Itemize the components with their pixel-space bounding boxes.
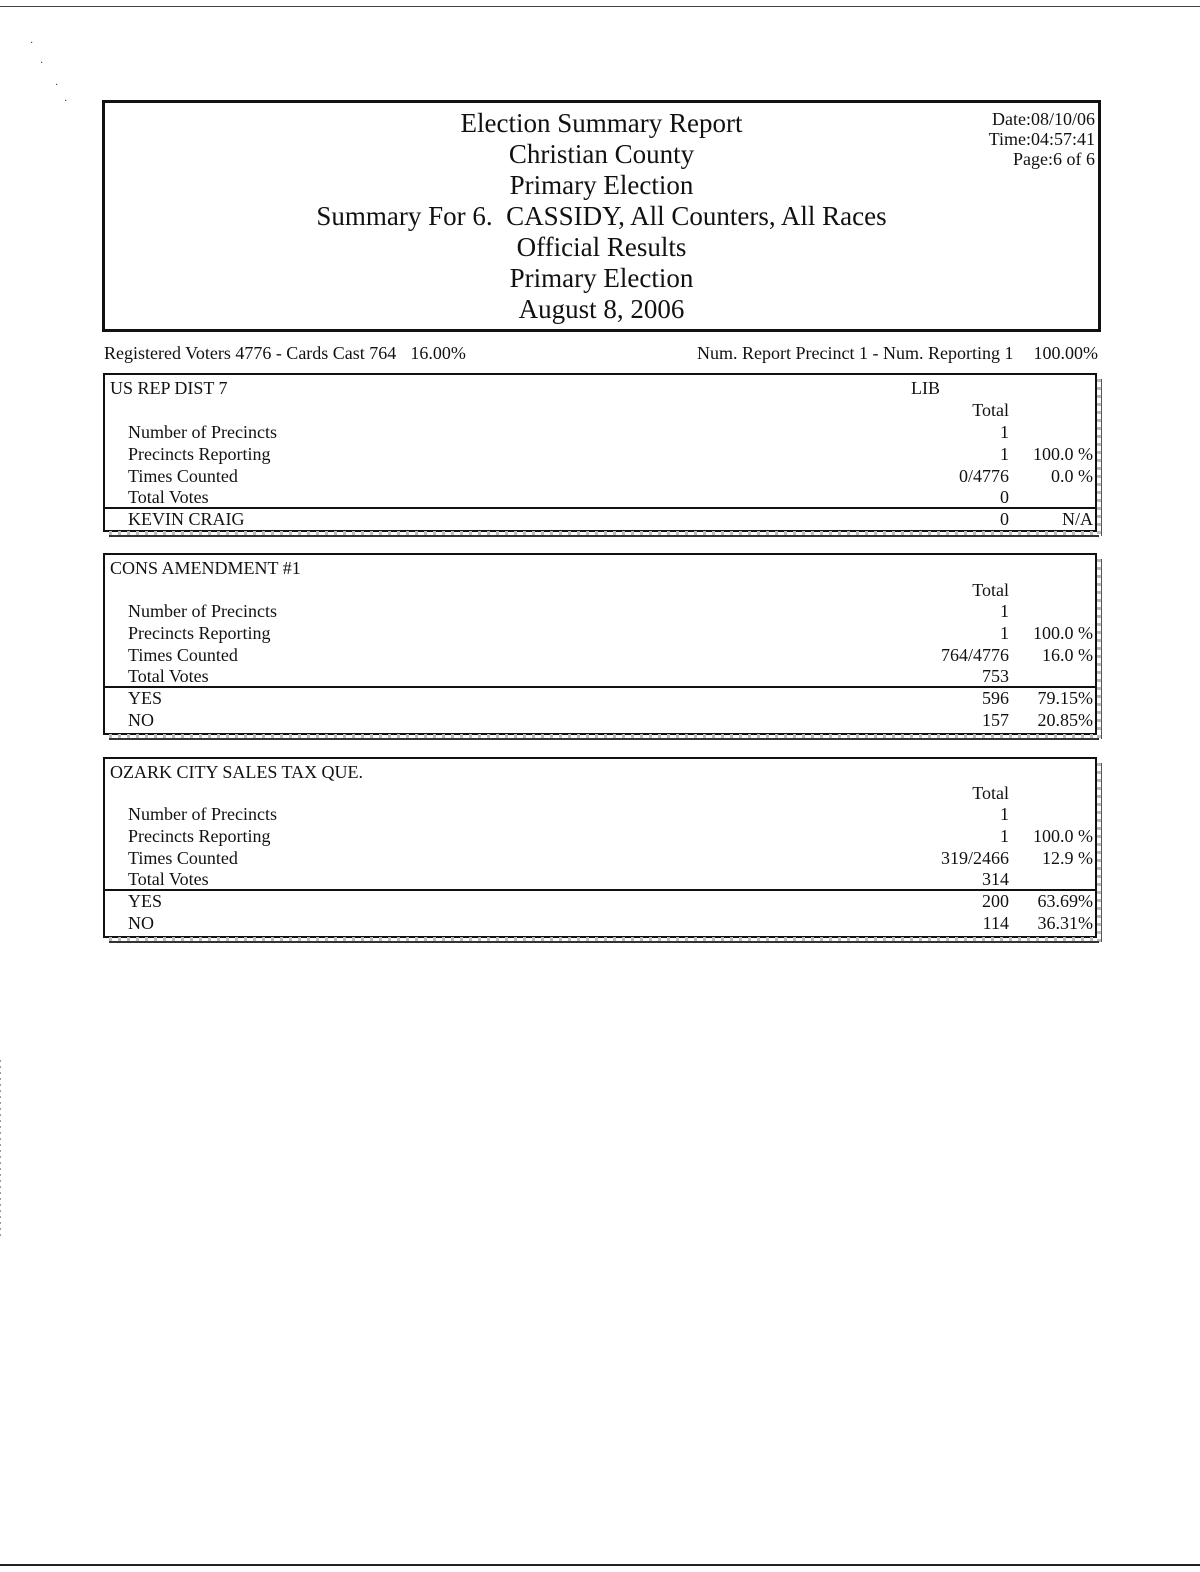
stat-value: 0	[1000, 487, 1009, 507]
stat-label: Total Votes	[128, 666, 209, 686]
stat-pct: 16.0 %	[1042, 645, 1093, 665]
stat-row	[105, 486, 1095, 508]
reporting-pct: 100.00%	[1033, 343, 1098, 363]
candidate-row	[105, 890, 1095, 912]
stat-value: 314	[982, 869, 1009, 889]
report-page: Page:6 of 6	[1013, 149, 1095, 169]
stat-label: Precincts Reporting	[128, 623, 271, 643]
stat-value: 764/4776	[940, 645, 1009, 665]
stat-label: Number of Precincts	[128, 804, 277, 824]
stat-row	[105, 665, 1095, 687]
report-time: Time:04:57:41	[988, 129, 1095, 149]
race-title: CONS AMENDMENT #1	[110, 558, 301, 578]
report-header	[102, 100, 1101, 332]
stat-label: Total Votes	[128, 487, 209, 507]
stat-label: Number of Precincts	[128, 601, 277, 621]
precincts-reporting-summary	[697, 342, 1098, 364]
stat-row	[105, 803, 1095, 825]
stat-row	[105, 847, 1095, 869]
stat-value: 1	[1000, 804, 1009, 824]
stat-pct: 100.0 %	[1033, 826, 1093, 846]
stat-pct: 100.0 %	[1033, 444, 1093, 464]
stat-value: 1	[1000, 601, 1009, 621]
candidate-name: NO	[128, 913, 154, 933]
stat-pct: 100.0 %	[1033, 623, 1093, 643]
stat-label: Times Counted	[128, 466, 238, 486]
candidate-votes: 114	[982, 913, 1009, 933]
scan-edge-top	[0, 6, 1200, 7]
candidate-pct: N/A	[1062, 509, 1093, 529]
candidate-name: YES	[128, 688, 163, 708]
stat-label: Precincts Reporting	[128, 826, 271, 846]
stat-label: Times Counted	[128, 848, 238, 868]
scan-edge-bottom	[0, 1564, 1200, 1566]
stat-value: 1	[1000, 623, 1009, 643]
stat-row	[105, 600, 1095, 622]
stat-value: 319/2466	[940, 848, 1009, 868]
scan-speck: ·	[40, 58, 44, 69]
stat-label: Times Counted	[128, 645, 238, 665]
stat-row	[105, 443, 1095, 465]
stat-label: Number of Precincts	[128, 422, 277, 442]
title-line: Summary For 6. CASSIDY, All Counters, All Races	[316, 201, 887, 231]
candidate-name: NO	[128, 710, 154, 730]
race-ozark-city-sales-tax	[103, 757, 1097, 938]
candidate-name: YES	[128, 891, 163, 911]
scan-speck: ·	[55, 80, 59, 91]
candidate-name: KEVIN CRAIG	[128, 509, 245, 529]
stat-pct: 0.0 %	[1051, 466, 1093, 486]
race-title: US REP DIST 7	[110, 378, 228, 398]
total-column-header: Total	[972, 580, 1009, 600]
scan-speck: ·	[30, 38, 34, 49]
candidate-pct: 20.85%	[1037, 710, 1093, 730]
candidate-row	[105, 709, 1095, 731]
candidate-votes: 157	[982, 710, 1009, 730]
scan-edge-left	[0, 1060, 1, 1240]
title-line: August 8, 2006	[518, 294, 685, 324]
stat-row	[105, 825, 1095, 847]
turnout-pct: 16.00%	[410, 343, 466, 363]
candidate-votes: 200	[982, 891, 1009, 911]
stat-row	[105, 622, 1095, 644]
registered-voters-summary	[104, 342, 466, 364]
total-column-header: Total	[972, 400, 1009, 420]
precincts-reporting-text: Num. Report Precinct 1 - Num. Reporting 1	[697, 343, 1014, 363]
report-date: Date:08/10/06	[992, 109, 1095, 129]
stat-pct: 12.9 %	[1042, 848, 1093, 868]
title-line: Primary Election	[509, 263, 694, 293]
stat-row	[105, 421, 1095, 443]
stat-value: 0/4776	[958, 466, 1009, 486]
race-cons-amendment-1	[103, 553, 1097, 735]
candidate-row	[105, 508, 1095, 530]
stat-value: 1	[1000, 826, 1009, 846]
stat-value: 753	[982, 666, 1009, 686]
stat-row	[105, 868, 1095, 890]
party-label: LIB	[911, 378, 940, 398]
race-us-rep-dist-7	[103, 373, 1097, 532]
title-line: Official Results	[516, 232, 687, 262]
stat-value: 1	[1000, 444, 1009, 464]
candidate-votes: 0	[1000, 509, 1009, 529]
title-line: Election Summary Report	[460, 108, 743, 138]
scan-speck: ·	[64, 96, 68, 107]
registered-voters-text: Registered Voters 4776 - Cards Cast 764	[104, 343, 397, 363]
candidate-pct: 79.15%	[1037, 688, 1093, 708]
report-title	[105, 108, 1098, 325]
candidate-votes: 596	[982, 688, 1009, 708]
candidate-row	[105, 687, 1095, 709]
stat-label: Total Votes	[128, 869, 209, 889]
stat-row	[105, 465, 1095, 487]
stat-value: 1	[1000, 422, 1009, 442]
report-meta	[989, 109, 1095, 169]
race-title: OZARK CITY SALES TAX QUE.	[110, 762, 364, 782]
summary-row	[104, 342, 1098, 364]
stat-label: Precincts Reporting	[128, 444, 271, 464]
stat-row	[105, 644, 1095, 666]
candidate-pct: 63.69%	[1037, 891, 1093, 911]
candidate-pct: 36.31%	[1037, 913, 1093, 933]
total-column-header: Total	[972, 783, 1009, 803]
title-line: Christian County	[508, 139, 695, 169]
candidate-row	[105, 912, 1095, 934]
title-line: Primary Election	[509, 170, 694, 200]
